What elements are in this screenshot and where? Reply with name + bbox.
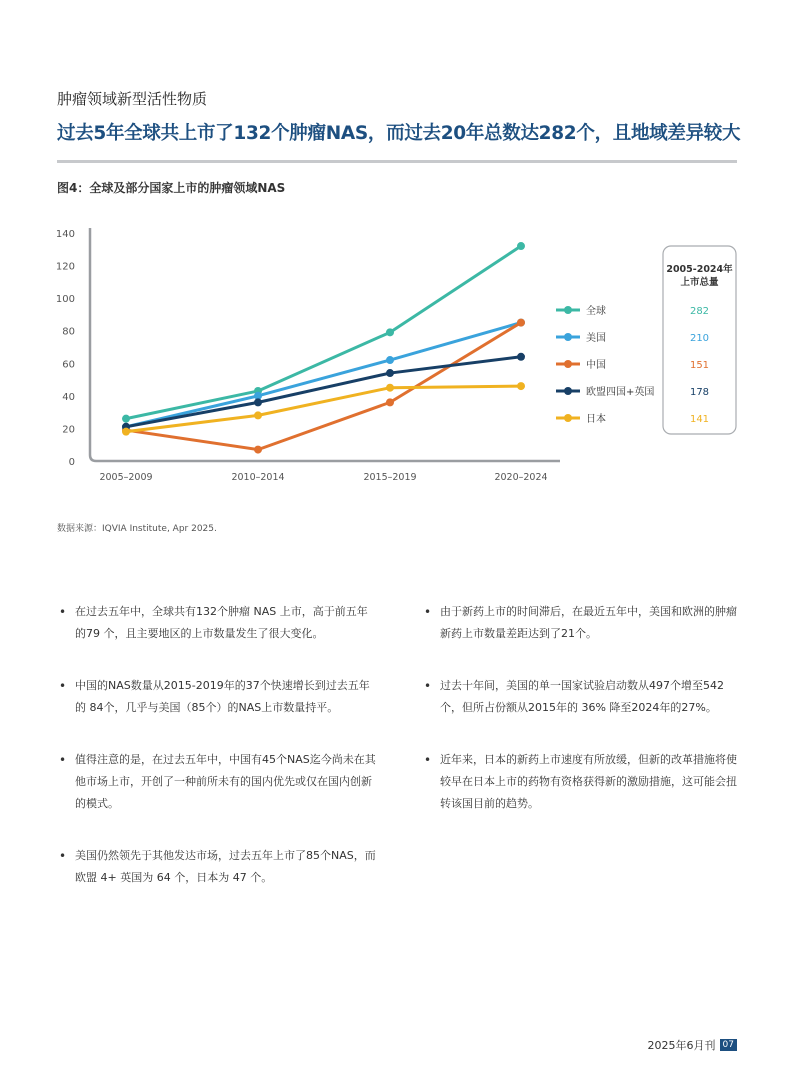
y-tick-label: 120 <box>55 261 75 273</box>
legend-label: 日本 <box>586 414 606 425</box>
bullet-dot: • <box>59 849 67 863</box>
legend-label: 中国 <box>586 360 606 371</box>
data-source: 数据来源：IQVIA Institute, Apr 2025. <box>57 524 217 534</box>
bullet-dot: • <box>59 679 67 693</box>
y-tick-label: 40 <box>62 391 75 403</box>
x-tick-label: 2015–2019 <box>363 472 417 483</box>
data-point <box>254 398 262 406</box>
series-line <box>126 357 521 427</box>
y-tick-label: 0 <box>68 457 75 468</box>
bullet-text: 美国仍然领先于其他发达市场，过去五年上市了85个NAS，而欧盟 4+ 英国为 64 个，日本为 47 个。 <box>75 849 376 884</box>
bullet-column-right <box>422 601 742 845</box>
data-point <box>122 428 130 436</box>
total-value: 151 <box>689 360 710 371</box>
total-value: 210 <box>689 333 710 344</box>
series-line <box>126 323 521 427</box>
bullet-text: 过去十年间，美国的单一国家试验启动数从497个增至542个，但所占份额从2015年的 36% 降至2024年的27%。 <box>440 679 724 714</box>
header-divider <box>57 160 737 163</box>
line-chart <box>0 215 794 505</box>
y-tick-label: 80 <box>62 326 75 338</box>
y-tick-label: 20 <box>62 424 75 436</box>
totals-box-title: 2005-2024年 <box>666 264 733 275</box>
left-bullet <box>57 845 377 889</box>
data-point <box>517 382 525 390</box>
y-tick-label: 100 <box>55 294 75 306</box>
bullet-dot: • <box>59 605 67 619</box>
bullet-text: 由于新药上市的时间滞后，在最近五年中，美国和欧洲的肿瘤新药上市数量差距达到了21个。 <box>440 605 737 640</box>
bullet-text: 值得注意的是，在过去五年中，中国有45个NAS迄今尚未在其他市场上市，开创了一种前所未有的国内优先或仅在国内创新的模式。 <box>75 753 376 810</box>
legend-swatch-dot <box>564 333 572 341</box>
left-bullet <box>57 675 377 719</box>
data-point <box>386 369 394 377</box>
data-point <box>517 242 525 250</box>
bullet-text: 中国的NAS数量从2015-2019年的37个快速增长到过去五年的 84个，几乎与美国（85个）的NAS上市数量持平。 <box>75 679 370 714</box>
left-bullet <box>57 749 377 815</box>
section-label: 肿瘤领域新型活性物质 <box>57 90 208 108</box>
data-point <box>254 411 262 419</box>
right-bullet <box>422 675 742 719</box>
data-point <box>517 319 525 327</box>
y-tick-label: 60 <box>62 359 75 371</box>
legend-swatch-dot <box>564 306 572 314</box>
y-tick-label: 140 <box>55 229 75 240</box>
x-tick-label: 2010–2014 <box>231 472 285 483</box>
page-footer <box>648 1037 737 1053</box>
bullet-column-left <box>57 601 377 919</box>
legend-label: 欧盟四国+英国 <box>586 387 655 398</box>
page-number: 07 <box>720 1039 737 1051</box>
series-line <box>126 246 521 419</box>
legend-label: 全球 <box>586 306 606 317</box>
total-value: 282 <box>689 306 710 317</box>
data-point <box>122 415 130 423</box>
page-headline: 过去5年全球共上市了132个肿瘤NAS，而过去20年总数达282个，且地域差异较大 <box>57 123 741 144</box>
issue-label: 2025年6月刊 <box>647 1039 716 1052</box>
bullet-dot: • <box>424 753 432 767</box>
bullet-text: 在过去五年中，全球共有132个肿瘤 NAS 上市，高于前五年的79 个，且主要地区的上市数量发生了很大变化。 <box>75 605 368 640</box>
data-point <box>386 384 394 392</box>
total-value: 178 <box>689 387 710 398</box>
right-bullet <box>422 601 742 645</box>
legend-swatch-dot <box>564 414 572 422</box>
right-bullet <box>422 749 742 815</box>
figure-title: 图4：全球及部分国家上市的肿瘤领域NAS <box>57 181 286 195</box>
x-tick-label: 2005–2009 <box>99 472 153 483</box>
bullet-dot: • <box>424 605 432 619</box>
bullet-dot: • <box>59 753 67 767</box>
left-bullet <box>57 601 377 645</box>
legend-label: 美国 <box>586 333 606 344</box>
total-value: 141 <box>689 414 710 425</box>
x-tick-label: 2020–2024 <box>494 472 548 483</box>
bullet-dot: • <box>424 679 432 693</box>
data-point <box>517 353 525 361</box>
data-point <box>254 446 262 454</box>
totals-box-title: 上市总量 <box>680 277 719 288</box>
legend-swatch-dot <box>564 387 572 395</box>
data-point <box>386 356 394 364</box>
bullet-text: 近年来，日本的新药上市速度有所放缓，但新的改革措施将使较早在日本上市的药物有资格获得新的激励措施，这可能会扭转该国目前的趋势。 <box>440 753 737 810</box>
data-point <box>386 398 394 406</box>
data-point <box>386 328 394 336</box>
legend-swatch-dot <box>564 360 572 368</box>
